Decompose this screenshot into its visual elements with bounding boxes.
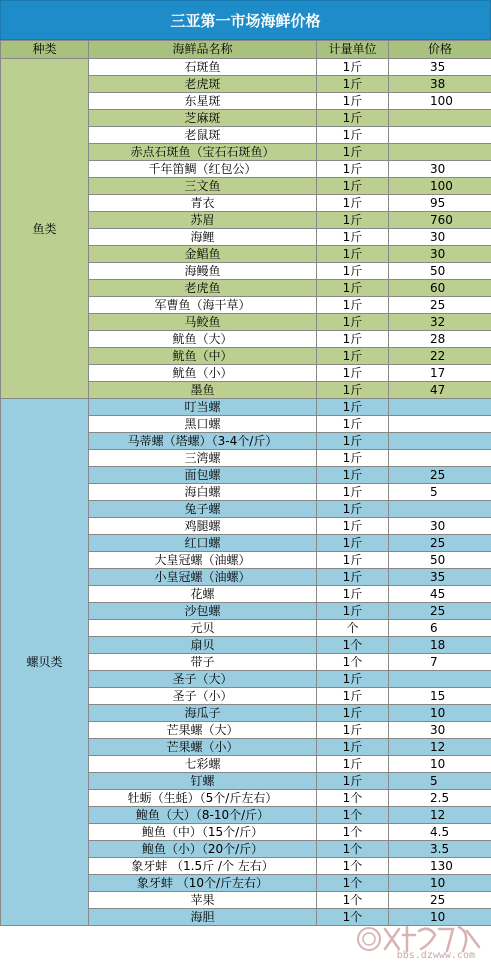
unit-cell: 个 <box>317 620 389 637</box>
unit-cell: 1斤 <box>317 195 389 212</box>
unit-cell: 1斤 <box>317 399 389 416</box>
unit-cell: 1个 <box>317 790 389 807</box>
unit-cell: 1斤 <box>317 212 389 229</box>
unit-cell: 1个 <box>317 892 389 909</box>
price-cell: 130 <box>389 858 491 875</box>
name-cell: 石斑鱼 <box>89 59 317 76</box>
name-cell: 兔子螺 <box>89 501 317 518</box>
name-cell: 花螺 <box>89 586 317 603</box>
price-cell <box>389 433 491 450</box>
price-cell: 100 <box>389 178 491 195</box>
price-cell: 4.5 <box>389 824 491 841</box>
name-cell: 芝麻斑 <box>89 110 317 127</box>
table-body <box>1 59 491 926</box>
name-cell: 海鳗鱼 <box>89 263 317 280</box>
name-cell: 赤点石斑鱼（宝石石斑鱼） <box>89 144 317 161</box>
name-cell: 三文鱼 <box>89 178 317 195</box>
category-cell: 螺贝类 <box>1 399 89 926</box>
price-cell <box>389 127 491 144</box>
unit-cell: 1个 <box>317 637 389 654</box>
watermark-text: bbs.dzwww.com <box>396 950 475 961</box>
price-cell: 50 <box>389 263 491 280</box>
unit-cell: 1斤 <box>317 365 389 382</box>
unit-cell: 1斤 <box>317 229 389 246</box>
unit-cell: 1斤 <box>317 569 389 586</box>
name-cell: 牡蛎（生蚝）（5个/斤左右） <box>89 790 317 807</box>
price-cell: 47 <box>389 382 491 399</box>
unit-cell: 1斤 <box>317 263 389 280</box>
name-cell: 扇贝 <box>89 637 317 654</box>
name-cell: 鱿鱼（小） <box>89 365 317 382</box>
unit-cell: 1斤 <box>317 246 389 263</box>
name-cell: 海鲤 <box>89 229 317 246</box>
unit-cell: 1斤 <box>317 739 389 756</box>
name-cell: 鲍鱼（小）（20个/斤） <box>89 841 317 858</box>
unit-cell: 1斤 <box>317 161 389 178</box>
name-cell: 青衣 <box>89 195 317 212</box>
price-cell <box>389 501 491 518</box>
price-cell: 5 <box>389 773 491 790</box>
unit-cell: 1斤 <box>317 416 389 433</box>
unit-cell: 1斤 <box>317 501 389 518</box>
name-cell: 老鼠斑 <box>89 127 317 144</box>
name-cell: 鱿鱼（大） <box>89 331 317 348</box>
price-cell: 760 <box>389 212 491 229</box>
unit-cell: 1个 <box>317 654 389 671</box>
price-cell: 5 <box>389 484 491 501</box>
name-cell: 沙包螺 <box>89 603 317 620</box>
unit-cell: 1斤 <box>317 331 389 348</box>
price-cell: 2.5 <box>389 790 491 807</box>
name-cell: 东星斑 <box>89 93 317 110</box>
header-price: 价格 <box>389 41 491 59</box>
price-cell: 28 <box>389 331 491 348</box>
price-cell: 30 <box>389 246 491 263</box>
header-category: 种类 <box>1 41 89 59</box>
price-cell <box>389 671 491 688</box>
name-cell: 海白螺 <box>89 484 317 501</box>
unit-cell: 1个 <box>317 858 389 875</box>
price-cell <box>389 110 491 127</box>
unit-cell: 1斤 <box>317 586 389 603</box>
price-cell <box>389 416 491 433</box>
price-table <box>0 40 491 926</box>
header-unit: 计量单位 <box>317 41 389 59</box>
name-cell: 小皇冠螺（油螺） <box>89 569 317 586</box>
name-cell: 金鲳鱼 <box>89 246 317 263</box>
price-cell: 35 <box>389 59 491 76</box>
name-cell: 鸡腿螺 <box>89 518 317 535</box>
unit-cell: 1斤 <box>317 280 389 297</box>
price-cell: 25 <box>389 297 491 314</box>
unit-cell: 1斤 <box>317 688 389 705</box>
price-cell: 30 <box>389 229 491 246</box>
unit-cell: 1斤 <box>317 467 389 484</box>
price-cell: 95 <box>389 195 491 212</box>
name-cell: 芒果螺（小） <box>89 739 317 756</box>
name-cell: 鲍鱼（中）（15个/斤） <box>89 824 317 841</box>
unit-cell: 1斤 <box>317 705 389 722</box>
name-cell: 元贝 <box>89 620 317 637</box>
name-cell: 墨鱼 <box>89 382 317 399</box>
price-cell: 35 <box>389 569 491 586</box>
price-cell: 10 <box>389 909 491 926</box>
unit-cell: 1斤 <box>317 110 389 127</box>
price-cell: 18 <box>389 637 491 654</box>
name-cell: 象牙蚌 （1.5斤 /个 左右） <box>89 858 317 875</box>
unit-cell: 1斤 <box>317 518 389 535</box>
unit-cell: 1斤 <box>317 76 389 93</box>
name-cell: 老虎斑 <box>89 76 317 93</box>
name-cell: 老虎鱼 <box>89 280 317 297</box>
unit-cell: 1斤 <box>317 297 389 314</box>
unit-cell: 1斤 <box>317 93 389 110</box>
price-cell: 32 <box>389 314 491 331</box>
price-cell: 100 <box>389 93 491 110</box>
name-cell: 苹果 <box>89 892 317 909</box>
unit-cell: 1斤 <box>317 433 389 450</box>
name-cell: 三湾螺 <box>89 450 317 467</box>
price-cell: 30 <box>389 722 491 739</box>
name-cell: 海瓜子 <box>89 705 317 722</box>
price-cell: 17 <box>389 365 491 382</box>
name-cell: 鲍鱼（大）（8-10个/斤） <box>89 807 317 824</box>
unit-cell: 1斤 <box>317 484 389 501</box>
price-cell: 45 <box>389 586 491 603</box>
header-name: 海鲜品名称 <box>89 41 317 59</box>
name-cell: 海胆 <box>89 909 317 926</box>
price-cell: 15 <box>389 688 491 705</box>
unit-cell: 1斤 <box>317 127 389 144</box>
name-cell: 圣子（小） <box>89 688 317 705</box>
unit-cell: 1斤 <box>317 450 389 467</box>
category-cell: 鱼类 <box>1 59 89 399</box>
name-cell: 带子 <box>89 654 317 671</box>
unit-cell: 1个 <box>317 807 389 824</box>
unit-cell: 1斤 <box>317 603 389 620</box>
name-cell: 芒果螺（大） <box>89 722 317 739</box>
name-cell: 面包螺 <box>89 467 317 484</box>
name-cell: 象牙蚌 （10个/斤左右） <box>89 875 317 892</box>
table-title: 三亚第一市场海鲜价格 <box>0 0 491 40</box>
name-cell: 马蒂螺（塔螺）（3-4个/斤） <box>89 433 317 450</box>
price-cell: 30 <box>389 518 491 535</box>
unit-cell: 1斤 <box>317 552 389 569</box>
unit-cell: 1斤 <box>317 314 389 331</box>
unit-cell: 1斤 <box>317 756 389 773</box>
name-cell: 红口螺 <box>89 535 317 552</box>
unit-cell: 1斤 <box>317 382 389 399</box>
unit-cell: 1斤 <box>317 59 389 76</box>
name-cell: 叮当螺 <box>89 399 317 416</box>
name-cell: 军曹鱼（海干草） <box>89 297 317 314</box>
price-cell: 30 <box>389 161 491 178</box>
price-cell: 25 <box>389 603 491 620</box>
price-cell <box>389 450 491 467</box>
price-cell: 7 <box>389 654 491 671</box>
price-cell <box>389 144 491 161</box>
price-cell <box>389 399 491 416</box>
price-cell: 25 <box>389 535 491 552</box>
name-cell: 大皇冠螺（油螺） <box>89 552 317 569</box>
price-cell: 12 <box>389 739 491 756</box>
price-cell: 25 <box>389 467 491 484</box>
price-cell: 3.5 <box>389 841 491 858</box>
unit-cell: 1斤 <box>317 722 389 739</box>
price-cell: 10 <box>389 756 491 773</box>
price-cell: 22 <box>389 348 491 365</box>
price-cell: 25 <box>389 892 491 909</box>
header-row <box>1 41 491 59</box>
unit-cell: 1斤 <box>317 178 389 195</box>
name-cell: 鱿鱼（中） <box>89 348 317 365</box>
unit-cell: 1个 <box>317 909 389 926</box>
unit-cell: 1斤 <box>317 535 389 552</box>
price-cell: 10 <box>389 705 491 722</box>
price-cell: 12 <box>389 807 491 824</box>
price-cell: 60 <box>389 280 491 297</box>
unit-cell: 1个 <box>317 841 389 858</box>
name-cell: 钉螺 <box>89 773 317 790</box>
table-row <box>1 59 491 76</box>
name-cell: 马鲛鱼 <box>89 314 317 331</box>
unit-cell: 1个 <box>317 875 389 892</box>
price-cell: 50 <box>389 552 491 569</box>
name-cell: 圣子（大） <box>89 671 317 688</box>
name-cell: 苏眉 <box>89 212 317 229</box>
name-cell: 黑口螺 <box>89 416 317 433</box>
name-cell: 千年笛鲷（红包公） <box>89 161 317 178</box>
unit-cell: 1斤 <box>317 348 389 365</box>
table-row <box>1 399 491 416</box>
unit-cell: 1斤 <box>317 773 389 790</box>
price-cell: 6 <box>389 620 491 637</box>
unit-cell: 1斤 <box>317 144 389 161</box>
price-cell: 38 <box>389 76 491 93</box>
unit-cell: 1斤 <box>317 671 389 688</box>
price-cell: 10 <box>389 875 491 892</box>
name-cell: 七彩螺 <box>89 756 317 773</box>
watermark-logo <box>355 921 485 963</box>
unit-cell: 1个 <box>317 824 389 841</box>
